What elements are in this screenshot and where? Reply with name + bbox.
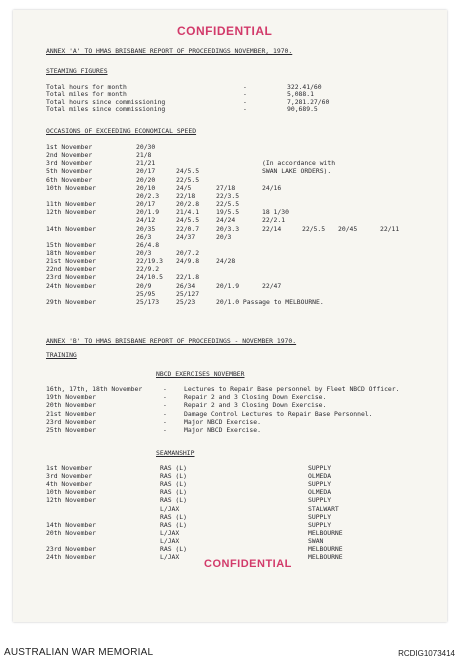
nbcd-dash: - [163, 393, 167, 402]
speed-entry: 20/1.9 [136, 208, 160, 217]
speed-date: 14th November [46, 224, 97, 233]
seamanship-type: RAS (L) [160, 480, 187, 489]
archive-footer [0, 630, 461, 666]
seamanship-type: RAS (L) [160, 520, 187, 529]
speed-date: 21st November [46, 257, 97, 266]
speed-date: 10th November [46, 183, 97, 192]
seamanship-ship: MELBOURNE [308, 545, 343, 553]
steaming-value: 5,088.1 [287, 90, 314, 99]
speed-entry: 22/5.5 [302, 224, 326, 233]
seamanship-type: RAS (L) [160, 545, 187, 553]
speed-date: 22nd November [46, 265, 97, 274]
seamanship-ship: SUPPLY [308, 464, 332, 472]
speed-entry: 20/20 [136, 175, 156, 184]
seamanship-type: RAS (L) [160, 488, 187, 497]
nbcd-activity: Damage Control Lectures to Repair Base Personnel. [184, 409, 373, 418]
speed-entry: 26/4.8 [136, 240, 160, 249]
speed-entry: 20/17 [136, 200, 156, 209]
seamanship-date: 14th November [46, 520, 97, 529]
confidential-stamp-bottom: CONFIDENTIAL [204, 558, 292, 570]
speed-entry: 22/9.2 [136, 265, 160, 274]
nbcd-date: 25th November [46, 426, 97, 434]
speed-date: 29th November [46, 297, 97, 306]
speed-entry: 20/1.9 [216, 281, 240, 290]
speed-entry: 22/1.8 [176, 273, 200, 282]
speed-entry: 20/9 [136, 281, 152, 290]
seamanship-ship: SUPPLY [308, 520, 332, 529]
seamanship-ship: MELBOURNE [308, 528, 343, 537]
nbcd-dash: - [163, 385, 167, 393]
seamanship-ship: MELBOURNE [308, 553, 343, 562]
speed-entry: 26/34 [176, 281, 196, 290]
speed-entry: 24/5.5 [176, 167, 200, 176]
nbcd-date: 16th, 17th, 18th November [46, 385, 143, 393]
steaming-dash: - [243, 104, 247, 113]
speed-entry: 20/35 [136, 224, 156, 233]
speed-entry: 25/173 [136, 297, 160, 306]
speed-entry: 24/9.8 [176, 257, 200, 266]
seamanship-ship: STALWART [308, 504, 339, 513]
steaming-label: Total miles for month [46, 90, 127, 99]
nbcd-date: 21st November [46, 409, 97, 418]
speed-entry: 18 1/30 [262, 208, 289, 217]
steaming-value: 90,689.5 [287, 104, 318, 113]
seamanship-type: L/JAX [160, 536, 180, 545]
seamanship-date: 4th November [46, 480, 93, 489]
nbcd-activity: Lectures to Repair Base personnel by Fleet NBCD Officer. [184, 385, 400, 393]
seamanship-type: RAS (L) [160, 464, 187, 472]
nbcd-activity: Repair 2 and 3 Closing Down Exercise. [184, 393, 327, 402]
steaming-dash: - [243, 97, 247, 106]
steaming-label: Total miles since commissioning [46, 104, 166, 113]
speed-entry: 20/10 [136, 183, 156, 192]
annex-a-heading: ANNEX 'A' TO HMAS BRISBANE REPORT OF PROCEEDINGS NOVEMBER, 1970. [46, 47, 293, 55]
speed-entry: 24/10.5 [136, 273, 163, 282]
speed-entry: 24/16 [262, 183, 282, 192]
speed-date: 15th November [46, 240, 97, 249]
steaming-label: Total hours since commissioning [46, 97, 166, 106]
speed-entry: 24/5.5 [176, 216, 200, 225]
seamanship-date: 23rd November [46, 545, 97, 553]
nbcd-exercises-heading: NBCD EXERCISES NOVEMBER [156, 370, 245, 378]
speed-entry: 19/5.5 [216, 208, 240, 217]
seamanship-ship: OLMEDA [308, 488, 332, 497]
nbcd-dash: - [163, 426, 167, 434]
nbcd-dash: - [163, 417, 167, 426]
steaming-value: 322.41/60 [287, 83, 322, 91]
speed-entry: 20/7.2 [176, 248, 200, 257]
speed-date: 12th November [46, 208, 97, 217]
steaming-dash: - [243, 83, 247, 91]
speed-entry: 22/47 [262, 281, 282, 290]
speed-date: 6th November [46, 175, 93, 184]
speed-date: 5th November [46, 167, 93, 176]
archive-credit: AUSTRALIAN WAR MEMORIAL [4, 647, 154, 658]
steaming-dash: - [243, 90, 247, 99]
nbcd-date: 19th November [46, 393, 97, 402]
seamanship-date: 1st November [46, 464, 93, 472]
seamanship-type: L/JAX [160, 553, 180, 562]
speed-date: 23rd November [46, 273, 97, 282]
seamanship-ship: SUPPLY [308, 512, 332, 521]
speed-entry: 25/95 [136, 289, 156, 298]
speed-entry: 24/24 [216, 216, 236, 225]
seamanship-type: L/JAX [160, 528, 180, 537]
speed-entry: 21/8 [136, 151, 152, 160]
speed-entry: 20/30 [136, 143, 156, 151]
speed-entry: 24/5 [176, 183, 192, 192]
speed-entry: 22/11 [380, 224, 400, 233]
speed-date: 18th November [46, 248, 97, 257]
speed-entry: 22/3.5 [216, 191, 240, 200]
speed-entry: 22/18 [176, 191, 196, 200]
speed-entry: 27/18 [216, 183, 236, 192]
speed-entry: 24/12 [136, 216, 156, 225]
speed-date: 24th November [46, 281, 97, 290]
nbcd-dash: - [163, 409, 167, 418]
speed-entry: 20/45 [338, 224, 358, 233]
speed-entry: 22/0.7 [176, 224, 200, 233]
speed-entry: (In accordance with [262, 159, 336, 168]
speed-date: 3rd November [46, 159, 93, 168]
seamanship-ship: SUPPLY [308, 480, 332, 489]
speed-entry: 22/2.1 [262, 216, 286, 225]
speed-entry: 22/5.5 [216, 200, 240, 209]
seamanship-date: 20th November [46, 528, 97, 537]
seamanship-type: RAS (L) [160, 512, 187, 521]
seamanship-date: 24th November [46, 553, 97, 562]
speed-entry: 20/3 [136, 248, 152, 257]
economical-speed-heading: OCCASIONS OF EXCEEDING ECONOMICAL SPEED [46, 127, 197, 135]
nbcd-activity: Major NBCD Exercise. [184, 426, 261, 434]
nbcd-activity: Repair 2 and 3 Closing Down Exercise. [184, 401, 327, 410]
speed-entry: 21/21 [136, 159, 156, 168]
speed-entry: SWAN LAKE ORDERS). [262, 167, 332, 176]
training-heading: TRAINING [46, 351, 77, 359]
record-id: RCDIG1073414 [398, 649, 455, 658]
speed-entry: 26/3 [136, 232, 152, 241]
speed-entry: 20/3.3 [216, 224, 240, 233]
speed-entry: 20/3 [216, 232, 232, 241]
speed-date: 11th November [46, 200, 97, 209]
seamanship-ship: OLMEDA [308, 472, 332, 481]
steaming-value: 7,281.27/60 [287, 97, 330, 106]
seamanship-heading: SEAMANSHIP [156, 449, 195, 457]
speed-entry: 20/2.3 [136, 191, 160, 200]
speed-entry: 20/1.0 Passage to MELBOURNE. [216, 297, 324, 306]
steaming-figures-heading: STEAMING FIGURES [46, 67, 108, 75]
confidential-stamp-top: CONFIDENTIAL [177, 24, 273, 38]
speed-entry: 22/5.5 [176, 175, 200, 184]
speed-entry: 21/4.1 [176, 208, 200, 217]
speed-date: 1st November [46, 143, 93, 151]
speed-entry: 25/23 [176, 297, 196, 306]
speed-entry: 22/14 [262, 224, 282, 233]
steaming-label: Total hours for month [46, 83, 127, 91]
speed-date: 2nd November [46, 151, 93, 160]
nbcd-date: 20th November [46, 401, 97, 410]
seamanship-ship: SWAN [308, 536, 324, 545]
annex-b-heading: ANNEX 'B' TO HMAS BRISBANE REPORT OF PROCEEDINGS - NOVEMBER 1970. [46, 337, 297, 345]
seamanship-date: 10th November [46, 488, 97, 497]
seamanship-date: 12th November [46, 496, 97, 505]
speed-entry: 20/17 [136, 167, 156, 176]
seamanship-ship: SUPPLY [308, 496, 332, 505]
speed-entry: 24/28 [216, 257, 236, 266]
seamanship-type: RAS (L) [160, 496, 187, 505]
nbcd-date: 23rd November [46, 417, 97, 426]
speed-entry: 22/19.3 [136, 257, 163, 266]
seamanship-type: RAS (L) [160, 472, 187, 481]
nbcd-activity: Major NBCD Exercise. [184, 417, 261, 426]
nbcd-dash: - [163, 401, 167, 410]
speed-entry: 24/37 [176, 232, 196, 241]
speed-entry: 20/2.8 [176, 200, 200, 209]
speed-entry: 25/127 [176, 289, 200, 298]
seamanship-date: 3rd November [46, 472, 93, 481]
seamanship-type: L/JAX [160, 504, 180, 513]
